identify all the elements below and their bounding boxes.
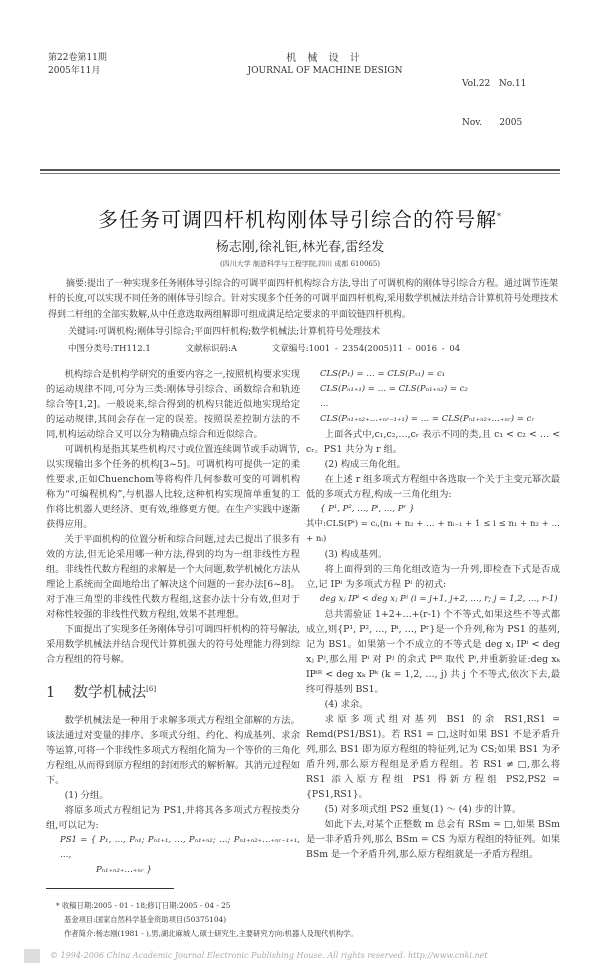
equation: CLS(Pₙ₁₊ₙ₂₊…₊ₙᵣ₋₁₊₁) = … = CLS(Pₙ₁₊ₙ₂₊…₊ₙᵣ) = cᵣ <box>320 414 535 425</box>
step-heading: (3) 构成基列。 <box>324 549 388 561</box>
paragraph: 求原多项式组对基列 BS1 的余 RS1,RS1 = Remd(PS1/BS1)。若 RS1 = □,这时如果 BS1 不是矛盾升列,那么 BS1 即为原方程组的特征列,记为 CS;如果 BS1 为矛盾升列,那么原方程组是矛盾方程组。若 RS1 ≠ □,那么将 RS1 添入原方程组 PS1 得新方程组 PS2,PS2 = {PS1,RS1}。 <box>306 714 560 801</box>
issue-date: 2005年11月 <box>48 66 101 76</box>
step-heading: (5) 对多项式组 PS2 重复(1) ～ (4) 步的计算。 <box>324 804 522 816</box>
paragraph: 关于平面机构的位置分析和综合问题,过去已提出了很多有效的方法,但无论采用哪一种方法,得到的均为一组非线性方程组。非线性代数方程组的求解是一个大问题,数学机械化方法从理论上系统而全面地给出了解决这个问题的一套办法[6~8]。对于准三角型的非线性代数方程组,这套办法十分有效,但对于对称性较强的非线性代数方程组,效果不甚理想。 <box>46 534 300 621</box>
equation: 其中:CLS(Pⁱ) = cᵢ,(n₁ + n₂ + … + nᵢ₋₁ + 1 ≤ i ≤ n₁ + n₂ + … + nᵢ) <box>306 519 560 545</box>
classification <box>68 342 560 357</box>
paragraph: 在上述 r 组多项式方程组中各选取一个关于主变元幂次最低的多项式方程,构成一三角化组为: <box>306 474 560 501</box>
issue-info-en <box>462 52 552 156</box>
citation: [6] <box>146 685 157 694</box>
volume-issue: 第22卷第11期 <box>48 53 107 63</box>
document-code: 文献标识码:A <box>185 344 237 355</box>
paper-title <box>40 204 560 233</box>
section-heading <box>46 679 300 703</box>
right-column <box>306 367 560 878</box>
paragraph: 将上面得到的三角化组改造为一升列,即检查下式是否成立,记 IPⁱ 为多项式方程 Pⁱ 的初式: <box>306 564 560 591</box>
equation: deg xⱼ IPⁱ < deg xⱼ Pʲ (i = j+1, j+2, …, r; j = 1,2, …, r-1) <box>320 594 558 605</box>
equation: CLS(P₁) = … = CLS(Pₙ₁) = c₁ <box>320 369 446 380</box>
equation: … <box>320 399 329 410</box>
paragraph: 上面各式中,c₁,c₂,…,cᵣ 表示不同的类,且 c₁ < c₂ < … < cᵣ。PS1 共分为 r 组。 <box>306 429 560 456</box>
equation: Pₙ₁₊ₙ₂₊…₊ₙᵣ } <box>96 864 152 875</box>
journal-name <box>188 52 462 78</box>
step-heading: (4) 求余。 <box>324 699 369 711</box>
clc-number: 中图分类号:TH112.1 <box>68 344 151 355</box>
journal-name-en: JOURNAL OF MACHINE DESIGN <box>247 66 403 76</box>
volume-en: Vol.22 No.11 <box>462 79 527 89</box>
paragraph: 下面提出了实现多任务刚体导引可调四杆机构的符号解法,采用数学机械法并结合现代计算机强大的符号处理能力得到综合方程组的符号解。 <box>46 624 300 666</box>
running-header <box>40 52 560 156</box>
date-en: Nov. 2005 <box>462 118 523 128</box>
footnote-dates: * 收稿日期:2005 - 01 - 18;修订日期:2005 - 04 - 25 <box>56 900 231 910</box>
body-columns <box>40 367 560 878</box>
title-text: 多任务可调四杆机构刚体导引综合的符号解 <box>98 207 497 232</box>
issue-info <box>48 52 188 78</box>
section-number: 1 <box>46 684 56 701</box>
cnki-logo-icon <box>24 949 40 963</box>
footnote-rule <box>46 888 174 889</box>
authors: 杨志刚,徐礼钜,林光春,雷经发 <box>215 239 385 255</box>
equation: PS1 = { P₁, …, Pₙ₁; Pₙ₁₊₁, …, Pₙ₁₊ₙ₂; …; Pₙ₁₊ₙ₂₊…₊ₙᵣ₋₁₊₁, …, <box>60 834 300 860</box>
header-rule-thin <box>40 173 560 174</box>
paragraph: 数学机械法是一种用于求解多项式方程组全部解的方法。该法通过对变量的排序、多项式分组、约化、构成基列、求余等运算,可将一个非线性多项式方程组化简为一个等价的三角化方程组,从而得到原方程组的封闭形式的解析解。其消元过程如下。 <box>46 714 300 786</box>
header-rule <box>40 169 560 171</box>
paragraph: 总共需验证 1+2+…+(r-1) 个不等式,如果这些不等式都成立,则{P¹, P², …, Pⁱ, …, Pʳ}是一个升列,称为 PS1 的基列,记为 BS1。如果第一个不成立的不等式是 deg xⱼ IPⁱ < deg xⱼ Pʲ,那么用 Pⁱ 对 Pʲ 的余式 Pⁱᴿ 取代 Pⁱ,并重新验证:deg xₖ IPⁱᴿ < deg xₖ Pᵏ (k = 1,2, …, j) 共 j 个不等式,依次下去,最终可得基列 BS1。 <box>306 609 560 696</box>
footnote-author: 作者简介:杨志刚(1981 - ),男,湖北麻城人,硕士研究生,主要研究方向:机器人及现代机构学。 <box>64 928 358 938</box>
article-id: 文章编号:1001 - 2354(2005)11 - 0016 - 04 <box>271 344 461 355</box>
copyright-text: © 1994-2006 China Academic Journal Electronic Publishing House. All rights reserved. http://www.cnki.net <box>50 950 488 960</box>
paragraph: 将原多项式方程组记为 PS1,并将其各多项式方程按类分组,可以记为: <box>46 804 300 831</box>
equation: CLS(Pₙ₁₊₁) = … = CLS(Pₙ₁₊ₙ₂) = c₂ <box>320 384 468 395</box>
footnotes <box>56 899 560 941</box>
paragraph: 机构综合是机构学研究的重要内容之一,按照机构要求实现的运动规律不同,可分为三类:刚体导引综合、函数综合和轨迹综合等[1,2]。一般说来,综合得到的机构只能近似地实现给定的运动规律,其间会存在一定的误差。按照误差控制方法的不同,机构运动综合又可以分为精确点综合和近似综合。 <box>46 369 300 441</box>
affiliation: (四川大学 制造科学与工程学院,四川 成都 610065) <box>219 259 381 268</box>
keywords: 关键词:可调机构;刚体导引综合;平面四杆机构;数学机械法;计算机符号处理技术 <box>68 327 381 338</box>
step-heading: (1) 分组。 <box>64 789 109 801</box>
paragraph: 如此下去,对某个正整数 m 总会有 RSm = □,如果 BSm 是一非矛盾升列,那么 BSm = CS 为原方程组的特征列。如果 BSm 是一个矛盾升列,那么原方程组就是一矛盾方程组。 <box>306 819 560 861</box>
footnote-funding: 基金项目:国家自然科学基金资助项目(50375104) <box>64 914 227 924</box>
copyright-line <box>24 949 560 963</box>
equation: { P¹, P², …, Pⁱ, …, Pʳ } <box>320 504 415 515</box>
left-column <box>46 367 300 878</box>
paragraph: 可调机构是指其某些机构尺寸或位置连续调节或手动调节,以实现输出多个任务的机构[3~5]。可调机构可提供一定的柔性要求,正如Chuenchom等将构件几何参数可变的可调机构称为“可编程机构”,与机器人比较,这种机构实现简单重复的工作将比机器人更经济、更有效,维修更方便。在生产实践中逐渐获得应用。 <box>46 444 300 531</box>
section-title: 数学机械法 <box>73 684 147 701</box>
title-footnote-mark: * <box>497 212 502 221</box>
abstract: 摘要:提出了一种实现多任务刚体导引综合的可调平面四杆机构综合方法,导出了可调机构的刚体导引综合方程。通过调节连架杆的长度,可以实现不同任务的刚体导引综合。针对实现多个任务的可调平面四杆机构,采用数学机械法并结合计算机符号处理技术得到二杆组的全部实数解,从中任意选取两组解即可组成满足给定要求的平面铰链四杆机构。 <box>48 278 558 320</box>
step-heading: (2) 构成三角化组。 <box>324 459 406 471</box>
journal-name-cn: 机 械 设 计 <box>286 53 364 64</box>
